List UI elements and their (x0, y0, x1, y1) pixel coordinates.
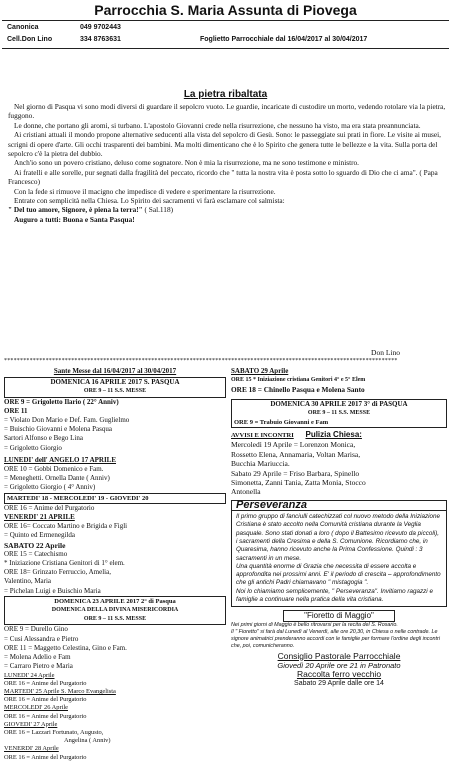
day-heading-giovedi-27: GIOVEDI' 27 Aprile (4, 720, 58, 728)
day-heading-sabato: SABATO 22 Aprile (4, 540, 66, 550)
avvisi-heading: AVVISI E INCONTRI (231, 432, 294, 440)
sunday-23-box (4, 596, 226, 626)
article-paragraph: Anch'io sono un povero cristiano, deluso come sognatore. Non è mia la risurrezione, ma ne sono testimone e ministro. (14, 158, 359, 168)
perseveranza-title: Perseveranza (232, 501, 446, 511)
mass-intention: ORE 16= Coccato Martino e Brigida e Figli (4, 522, 128, 531)
foglietto-dates: Foglietto Parrocchiale dal 16/04/2017 al 30/04/2017 (200, 36, 368, 43)
header-rule-top (2, 20, 449, 21)
mass-intention: ORE 9 = Grigoletto Ilario ( 22° Anniv) (4, 397, 119, 406)
right-column (231, 367, 447, 688)
sunday-23-subtitle: DOMENICA DELLA DIVINA MISERICORDIA (51, 607, 179, 614)
mass-intention: = Molena Adelio e Fam (4, 653, 71, 662)
canonica-phone: 049 9702443 (80, 24, 121, 31)
mass-intention: ORE 16 = Anime del Purgatorio (4, 503, 95, 512)
mass-intention: = Grigoletto Giorgio ( 4° Anniv) (4, 483, 96, 492)
perseveranza-text: Noi lo chiamiamo semplicemente, " Perseveranza". Invitiamo ragazzi e famiglie a continuare nella pratica della vita cristiana. (236, 587, 433, 604)
psalm-ref: ( Sal.118) (144, 205, 174, 215)
article-paragraph: Le donne, che portano gli aromi, si turbano. L'apostolo Giovanni crede nella risurrezione, che nessuno ha visto, ma era stata preannunciata. (14, 120, 421, 130)
sunday-30-box (231, 399, 447, 429)
left-column (4, 367, 226, 762)
mass-intention: ORE 16 = Anime del Purgatorio (4, 696, 87, 704)
signature: Don Lino (371, 348, 400, 357)
article-paragraph: Entrate con semplicità nella Chiesa. Lo Spirito dei sacramenti vi farà esclamare col salmista: (14, 196, 285, 206)
mass-intention: = Meneghetti. Ornella Dante ( Anniv) (4, 474, 110, 483)
mass-intention: = Cusi Alessandra e Pietro (4, 634, 79, 643)
masses-heading: Sante Messe dal 16/04/2017 al 30/04/2017 (53, 367, 177, 375)
mass-intention: ORE 11 = Maggetto Celestina, Gino e Fam. (4, 643, 127, 652)
cleaning-line: Simonetta, Zanni Tania, Zatta Monia, Stocco (231, 478, 366, 488)
consiglio-title: Consiglio Pastorale Parrocchiale (277, 650, 401, 661)
cleaning-line: Sabato 29 Aprile = Friso Barbara, Spinello (231, 468, 360, 478)
psalm-quote: " Del tuo amore, Signore, è piena la terra!" (8, 205, 143, 215)
mass-intention: ORE 9 = Durello Gino (4, 625, 68, 634)
mass-intention: Valentino, Maria (4, 577, 52, 586)
fioretto-text: Nei primi giorni di Maggio è bello ritrovarsi per la recita del S. Rosario. (231, 621, 398, 628)
perseveranza-text: Il primo gruppo di fanciulli catechizzati col nuovo metodo della Iniziazione Cristiana è stato accolto nella Comunità cristiana durante la Veglia pasquale. Sono stati donati a loro ( dopo il Battesimo ricevuto da piccoli), i sacramenti della Cresima e della S. Comunione. Ricordiamo che, in Quaresima, hanno ricevuto anche la Prima Confessione. Quindi : 3 sacramenti in un mese. (236, 513, 441, 562)
day-heading-venerdi: VENERDI' 21 APRILE (4, 513, 75, 522)
day-heading-martedi: MARTEDI' 18 - MERCOLEDI' 19 - GIOVEDI' 20 (4, 493, 226, 504)
mass-intention: = Buischio Giovanni e Molena Pasqua (4, 425, 112, 434)
cleaning-line: Rossetto Elena, Annamaria, Voltan Marisa, (231, 449, 361, 459)
mass-intention: * Iniziazione Cristiana Genitori di 1° elem. (4, 559, 125, 568)
cleaning-line: Bucchia Mariuccia. (231, 459, 290, 469)
mass-intention: ORE 10 = Gobbi Domenico e Fam. (4, 465, 104, 474)
header-rule-bottom (2, 48, 449, 49)
mass-intention: = Quinto ed Ermenegilda (4, 531, 76, 540)
cell-phone: 334 8763631 (80, 36, 121, 43)
mass-intention: ORE 18= Grinzato Ferruccio, Amelia, (4, 568, 111, 577)
sunday-easter-box (4, 377, 226, 397)
canonica-label: Canonica (7, 24, 39, 31)
mass-intention: ORE 15 * Iniziazione cristiana Genitori 4° e 5° Elem (231, 377, 366, 384)
mass-intention: = Grigoletto Giorgio (4, 443, 62, 452)
fioretto-title: "Fioretto di Maggio" (283, 610, 395, 621)
mass-intention: ORE 9 = Trabuio Giovanni e Fam (234, 419, 329, 427)
article-paragraph: Nel giorno di Pasqua vi sono modi diversi di guardare il sepolcro vuoto. Le guardie, incaricate di custodire un morto, vedendo rotolare via la pietra, fuggono. (8, 102, 446, 121)
mass-intention: ORE 15 = Catechismo (4, 549, 68, 558)
sunday-easter-title: DOMENICA 16 APRILE 2017 S. PASQUA (50, 378, 180, 387)
perseveranza-box (231, 500, 447, 607)
mass-intention: ORE 16 = Anime del Purgatorio (4, 753, 87, 761)
mass-intention: Sartori Alfonso e Bego Lina (4, 434, 83, 443)
day-heading-mercoledi-26: MERCOLEDI' 26 Aprile (4, 704, 68, 712)
day-heading-martedi-25: MARTEDI' 25 Aprile S. Marco Evangelista (4, 687, 116, 695)
mass-intention: = Pichelan Luigi e Buischio Maria (4, 586, 101, 595)
article-paragraph: Ai fratelli e alle sorelle, pur segnati dalla fragilità del peccato, ricordo che " tutta la nostra vita è posta sotto lo sguardo di Dio che ci ama". ( Papa Francesco) (8, 167, 438, 187)
sunday-30-times: ORE 9 – 11 S.S. MESSE (307, 409, 371, 416)
parish-title: Parrocchia S. Maria Assunta di Piovega (94, 2, 357, 18)
raccolta-line: Sabato 29 Aprile dalle ore 14 (294, 680, 384, 688)
pulizia-heading: Pulizia Chiesa: (305, 430, 362, 440)
mass-intention: ORE 16 = Lazzari Fortunato, Augusto, (4, 728, 104, 736)
sunday-easter-times: ORE 9 – 11 S.S. MESSE (83, 388, 147, 395)
mass-intention: ORE 16 = Anime del Purgatorio (4, 679, 87, 687)
article-paragraph: Ai cristiani attuali il mondo propone alternative seducenti alla vista del sepolcro di Gesù. Sono: le passeggiate sui prati in fiore. Le visite ai musei, scrigni di opere d'arte. Gli occhi trasparenti dei bambini. Ma molti dimenticano che è lo Spirito che genera tutte le bellezze e la vita. Sulla porta del sepolcro c'è la pietra del dubbio. (8, 130, 441, 159)
sunday-23-times: ORE 9 – 11 S.S. MESSE (83, 616, 147, 623)
cleaning-line: Antonella (231, 487, 261, 497)
day-heading-sabato-29: SABATO 29 Aprile (231, 367, 289, 375)
raccolta-title: Raccolta ferro vecchio (296, 668, 382, 679)
sunday-30-title: DOMENICA 30 APRILE 2017 3° di PASQUA (270, 399, 408, 408)
mass-intention: Angelina ( Anniv) (64, 737, 111, 745)
mass-intention: ORE 18 = Chinello Pasqua e Molena Santo (231, 385, 365, 395)
mass-intention: = Violato Don Mario e Def. Fam. Guglielmo (4, 416, 130, 425)
cell-label: Cell.Don Lino (7, 36, 53, 43)
mass-intention: ORE 16 = Anime del Purgatorio (4, 712, 87, 720)
day-heading-lunedi: LUNEDI' dell' ANGELO 17 APRILE (4, 455, 117, 464)
article-title: La pietra ribaltata (183, 89, 268, 100)
cleaning-line: Mercoledì 19 Aprile = Lorenzon Monica, (231, 440, 356, 450)
fioretto-text: Il " Fioretto" si farà dal Lunedì al Venerdì, alle ore 20,30, in Chiesa o nelle contrade. Le signore animatrici prenderanno accordi con le famiglie per formare l'ordine degli incontri che, poi, comunicheranno. (231, 628, 440, 649)
easter-wishes: Auguro a tutti: Buona e Santa Pasqua! (14, 214, 135, 224)
mass-intention: ORE 11 (4, 406, 28, 415)
mass-intention: = Carraro Pietro e Maria (4, 662, 73, 671)
article-paragraph: Con la fede si rimuove il macigno che impedisce di vedere e sperimentare la risurrezione. (14, 186, 276, 196)
sunday-23-title: DOMENICA 23 APRILE 2017 2° di Pasqua (54, 597, 176, 605)
perseveranza-text: Una quantità enorme di Grazia che necessita di essere accolta e approfondita nei prossimi anni. E' il periodo di crescita – approfondimento che gli antichi Padri chiamavano " mistagogia ". (236, 562, 441, 587)
star-divider: *************************************************************************************************************************** (4, 358, 398, 364)
day-heading-lunedi-24: LUNEDI' 24 Aprile (4, 671, 55, 679)
article-body (8, 102, 446, 224)
consiglio-line: Giovedì 20 Aprile ore 21 in Patronato (277, 660, 401, 670)
day-heading-venerdi-28: VENERDI' 28 Aprile (4, 745, 59, 753)
